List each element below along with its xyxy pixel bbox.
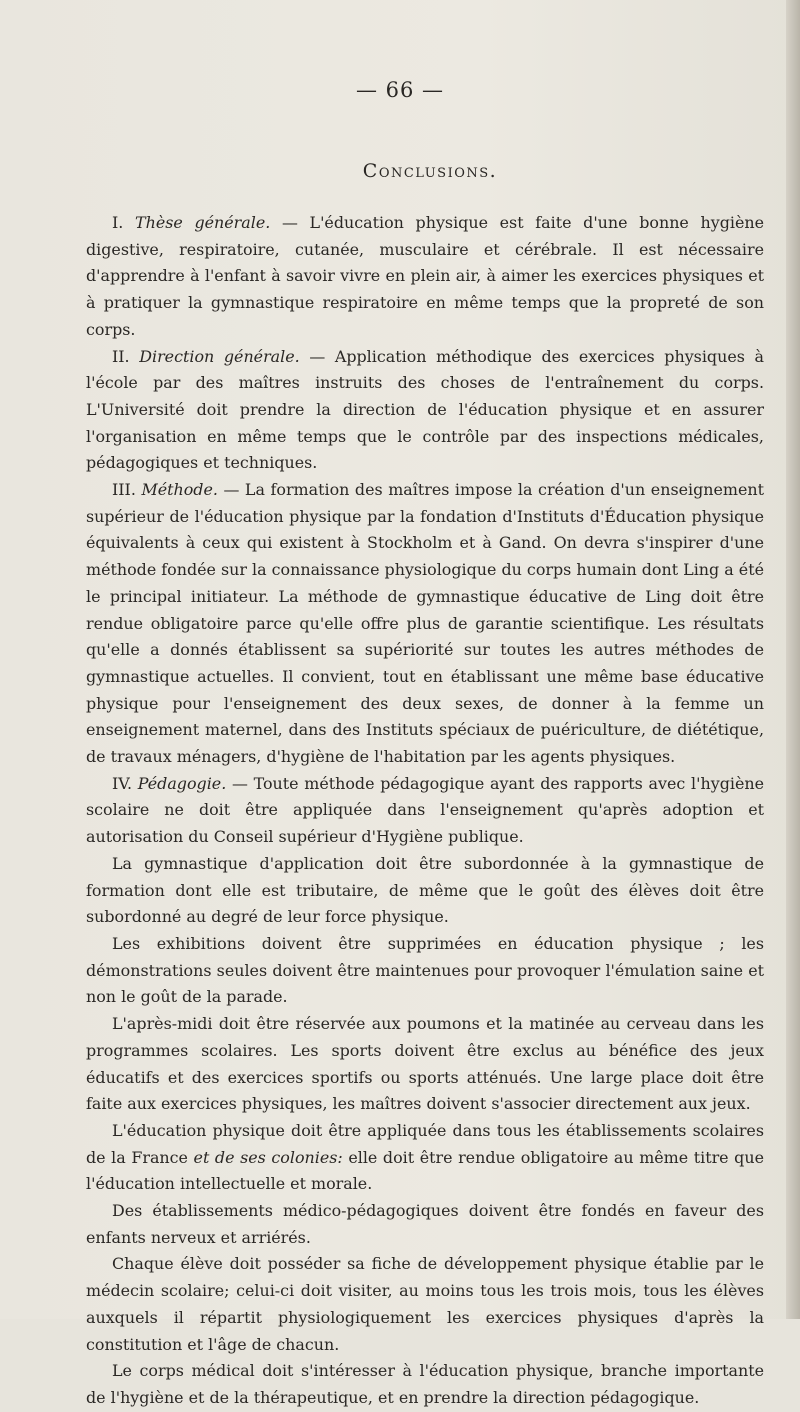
paragraph-text: Des établissements médico-pédagogiques doivent être fondés en faveur des enfants nerveux et arriérés.: [86, 1201, 764, 1247]
section-number: I.: [112, 213, 135, 232]
paragraph-afternoon: [86, 1011, 764, 1118]
paragraph-text: La gymnastique d'application doit être subordonnée à la gymnastique de formation dont elle est tributaire, de même que le goût des élèves doit être subordonné au degré de leur force physique.: [86, 853, 764, 927]
section-label: Direction générale.: [139, 346, 300, 366]
paragraph-thesis: [86, 210, 764, 344]
section-label: Méthode.: [141, 480, 218, 500]
section-number: III.: [112, 480, 142, 500]
paragraph-text: — Toute méthode pédagogique ayant des rapports avec l'hygiène scolaire ne doit être appliquée dans l'enseignement qu'après adoption et autorisation du Conseil supérieur d'Hygiène publique.: [86, 773, 765, 847]
paragraph-text: Le corps médical doit s'intéresser à l'éducation physique, branche importante de l'hygiène et de la thérapeutique, et en prendre la direction pédagogique.: [86, 1361, 764, 1407]
body-text: [86, 210, 764, 1412]
paragraph-text: — La formation des maîtres impose la création d'un enseignement supérieur de l'éducation physique par la fondation d'Instituts d'Éducation physique équivalents à ceux qui existent à Stockholm et à Gand. On devra s'inspirer d'une méthode fondée sur la connaissance physiologique du corps humain dont Ling a été le principal initiateur. La méthode de gymnastique éducative de Ling doit être rendue obligatoire parce qu'elle offre plus de garantie scientifique. Les résultats qu'elle a donnés établissent sa supériorité sur toutes les autres méthodes de gymnastique actuelles. Il convient, tout en établissant une même base éducative physique pour l'enseignement des deux sexes, de donner à la femme un enseignement maternel, dans des Instituts spéciaux de puériculture, de diététique, de travaux ménagers, d'hygiène de l'habitation par les agents physiques.: [86, 480, 764, 767]
paragraph-exhibitions: [86, 931, 764, 1011]
section-heading: Conclusions.: [362, 160, 498, 182]
paragraph-medical: [86, 1358, 764, 1411]
paragraph-text: — L'éducation physique est faite d'une bonne hygiène digestive, respiratoire, cutanée, musculaire et cérébrale. Il est nécessaire d'apprendre à l'enfant à savoir vivre en plein air, à aimer les exercices physiques et à pratiquer la gymnastique respiratoire en même temps que la propreté de son corps.: [86, 213, 765, 339]
paragraph-text: Les exhibitions doivent être supprimées en éducation physique ; les démonstrations seules doivent être maintenues pour provoquer l'émulation saine et non le goût de la parade.: [86, 933, 764, 1007]
page-number: — 66 —: [355, 78, 445, 102]
paragraph-establishments: [86, 1198, 764, 1251]
paragraph-gymnastics: [86, 851, 764, 931]
paragraph-text: L'éducation physique doit être appliquée dans tous les établissements scolaires de la France: [86, 1120, 764, 1167]
paragraph-method: [86, 477, 764, 771]
paragraph-text-rest: elle doit être rendue obligatoire au même titre que l'éducation intellectuelle et morale.: [86, 1147, 764, 1194]
paragraph-colonies: [86, 1118, 764, 1198]
section-label: Thèse générale.: [135, 213, 271, 232]
paragraph-text: — Application méthodique des exercices physiques à l'école par des maîtres instruits des choses de l'entraînement du corps. L'Université doit prendre la direction de l'éducation physique et en assurer l'organisation en même temps que le contrôle par des inspections médicales, pédagogiques et techniques.: [86, 346, 764, 473]
paragraph-pedagogy: [86, 771, 764, 851]
page-edge: [786, 0, 800, 1319]
paragraph-italic: et de ses colonies:: [193, 1147, 343, 1167]
section-label: Pédagogie.: [137, 773, 227, 793]
paragraph-text: Chaque élève doit posséder sa fiche de développement physique établie par le médecin scolaire; celui-ci doit visiter, au moins tous les trois mois, tous les élèves auxquels il répartit physiologiquement les exercices physiques d'après la constitution et l'âge de chacun.: [86, 1254, 764, 1354]
section-number: II.: [112, 346, 140, 366]
section-number: IV.: [112, 773, 138, 793]
paragraph-direction: [86, 344, 764, 478]
paragraph-text: L'après-midi doit être réservée aux poumons et la matinée au cerveau dans les programmes scolaires. Les sports doivent être exclus au bénéfice des jeux éducatifs et des exercices sportifs ou sports atténués. Une large place doit être faite aux exercices physiques, les maîtres doivent s'associer directement aux jeux.: [86, 1014, 764, 1114]
paragraph-record: [86, 1251, 764, 1358]
